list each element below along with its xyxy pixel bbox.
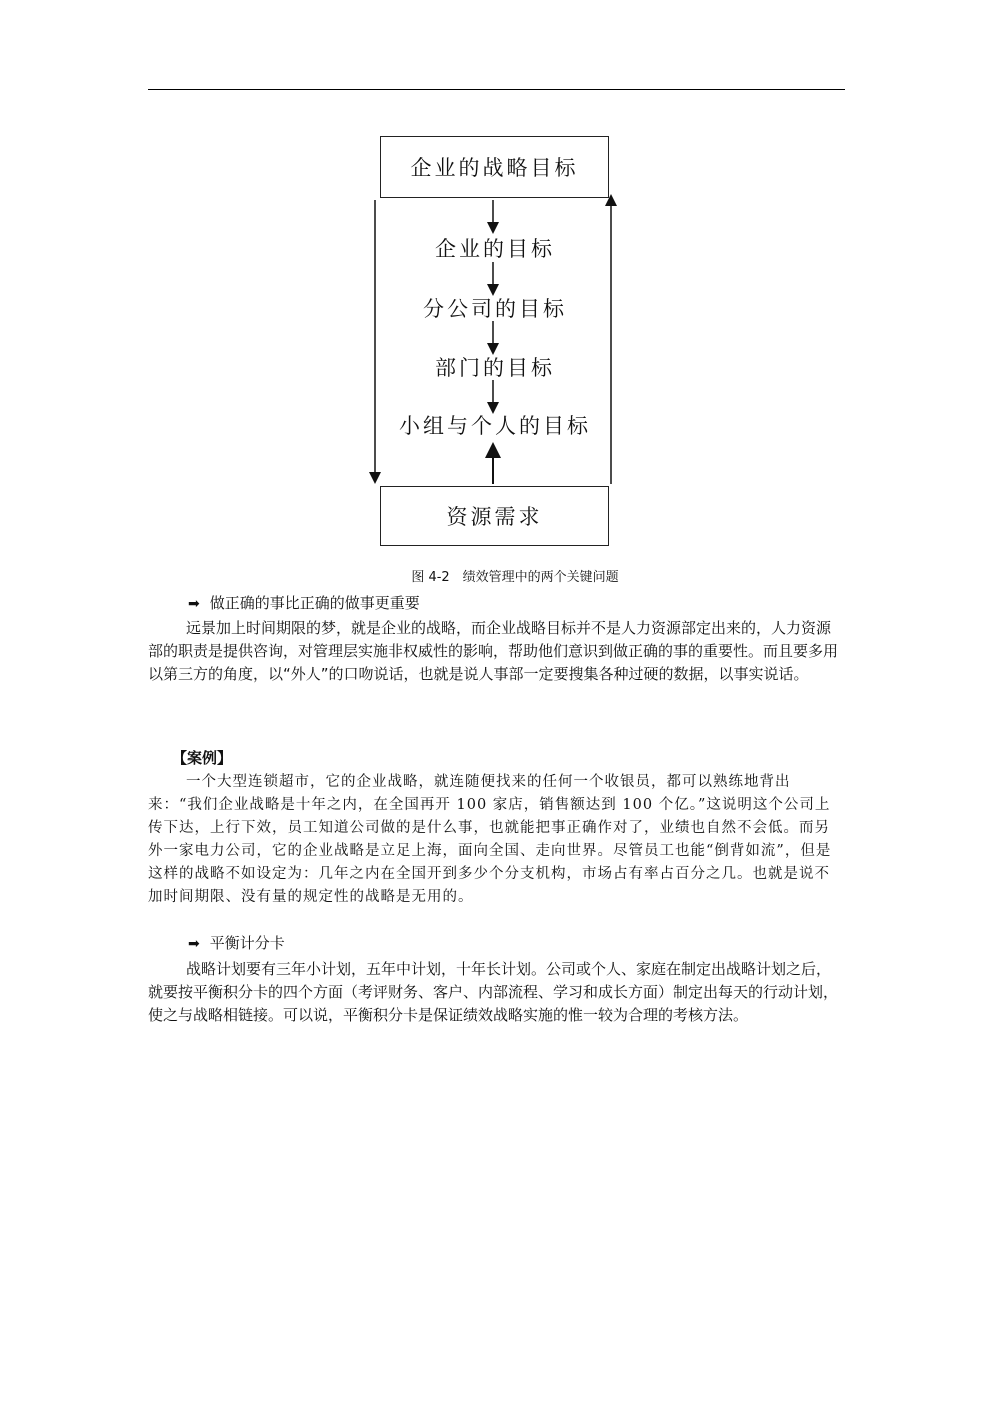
level-team-individual: 小组与个人的目标 [399,414,591,438]
level-company: 企业的目标 [435,237,555,261]
diagram-arrows [0,0,992,560]
resource-demand-box: 资源需求 [380,486,609,546]
arrow-right-icon: ➡ [188,936,200,952]
strategic-goal-box: 企业的战略目标 [380,136,609,198]
paragraph-1: 远景加上时间期限的梦，就是企业的战略，而企业战略目标并不是人力资源部定出来的，人力资源部的职责是提供咨询，对管理层实施非权威性的影响，帮助他们意识到做正确的事的重要性。而且要多用以第三方的角度，以“外人”的口吻说话，也就是说人事部一定要搜集各种过硬的数据，以事实说话。 [148,619,839,683]
level-branch: 分公司的目标 [423,297,567,321]
bullet-item-1 [188,592,420,613]
paragraph-3: 战略计划要有三年小计划，五年中计划，十年长计划。公司或个人、家庭在制定出战略计划之后，就要按平衡积分卡的四个方面（考评财务、客户、内部流程、学习和成长方面）制定出每天的行动计划，使之与战略相链接。可以说，平衡积分卡是保证绩效战略实施的惟一较为合理的考核方法。 [148,960,839,1024]
goal-flow-diagram [0,0,992,560]
paragraph-case: 一个大型连锁超市，它的企业战略，就连随便找来的任何一个收银员，都可以熟练地背出来：“我们企业战略是十年之内，在全国再开 100 家店，销售额达到 100 个亿。”这说明这个公司上传下达，上行下效，员工知道公司做的是什么事，也就能把事正确作对了，业绩也自然不会低。而另外一家电力公司，它的企业战略是立足上海，面向全国、走向世界。尽管员工也能“倒背如流”，但是这样的战略不如设定为：几年之内在全国开到多少个分支机构，市场占有率占百分之几。也就是说不加时间期限、没有量的规定性的战略是无用的。 [148,774,832,905]
figure-caption: 图 4-2 绩效管理中的两个关键问题 [411,570,619,585]
bullet-text: 做正确的事比正确的做事更重要 [209,594,420,612]
case-heading: 【案例】 [172,749,233,767]
bullet-text: 平衡计分卡 [209,934,285,952]
bullet-item-2 [188,932,285,953]
level-department: 部门的目标 [435,356,555,380]
arrow-right-icon: ➡ [188,596,200,612]
